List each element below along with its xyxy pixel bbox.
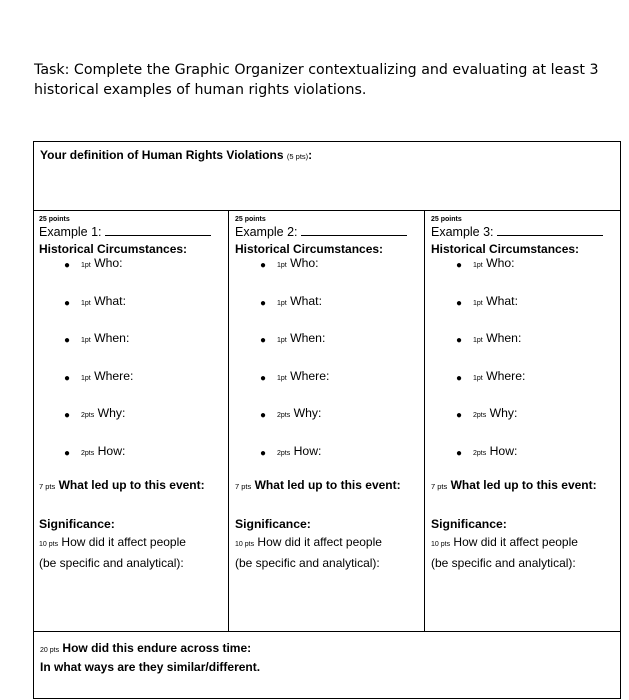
item-points: 2pts	[473, 412, 487, 419]
significance-heading: Significance:	[431, 516, 507, 531]
item-label: How:	[293, 443, 322, 458]
endure-line-2: In what ways are they similar/different.	[40, 660, 261, 674]
list-item	[235, 444, 429, 482]
endure-heading	[40, 640, 260, 676]
example-column-3	[431, 213, 625, 572]
graphic-organizer-table	[33, 141, 621, 699]
historical-circumstances-heading: Historical Circumstances:	[431, 242, 580, 256]
list-item	[431, 294, 625, 332]
list-item	[235, 331, 429, 369]
bullet-icon: ●	[456, 260, 463, 271]
item-points: 1pt	[473, 262, 483, 269]
led-up-label: What led up to this event:	[58, 478, 205, 492]
definition-heading	[40, 148, 312, 162]
bullet-icon: ●	[64, 260, 71, 271]
item-label: Who:	[290, 256, 319, 270]
definition-colon: :	[308, 148, 313, 162]
bullet-icon: ●	[64, 447, 71, 459]
bullet-icon: ●	[64, 335, 71, 346]
example-heading	[235, 224, 429, 239]
bullet-icon: ●	[64, 410, 71, 421]
significance-points: 10 pts	[235, 540, 255, 548]
example-column-2	[235, 213, 429, 572]
list-item	[235, 294, 429, 332]
item-label: How:	[97, 443, 126, 458]
list-item	[39, 331, 233, 369]
item-label: Who:	[486, 256, 515, 270]
item-points: 2pts	[473, 449, 487, 457]
item-points: 1pt	[473, 337, 483, 344]
item-label: When:	[290, 331, 326, 345]
item-label: Why:	[489, 406, 518, 420]
significance-points: 10 pts	[431, 540, 451, 548]
significance-prompt	[39, 533, 233, 572]
bullet-icon: ●	[456, 447, 463, 459]
led-up-points: 7 pts	[39, 482, 56, 491]
example-heading	[431, 224, 625, 239]
definition-label: Your definition of Human Rights Violations	[40, 148, 284, 162]
column-points: 25 points	[235, 216, 266, 223]
item-points: 1pt	[277, 337, 287, 344]
significance-line-2: (be specific and analytical):	[39, 555, 184, 570]
item-points: 1pt	[81, 374, 91, 382]
significance-heading: Significance:	[39, 516, 115, 531]
bullet-icon: ●	[260, 260, 267, 271]
example-label: Example 2:	[235, 225, 298, 239]
row-divider	[34, 631, 620, 632]
item-label: Why:	[97, 406, 126, 420]
item-label: Where:	[290, 368, 330, 383]
list-item	[431, 369, 625, 407]
item-label: When:	[486, 331, 522, 345]
led-up-points: 7 pts	[235, 482, 252, 491]
significance-line-1: How did it affect people	[257, 534, 382, 549]
example-label: Example 3:	[431, 225, 494, 239]
item-points: 2pts	[277, 449, 291, 457]
led-up-label: What led up to this event:	[450, 478, 597, 492]
row-divider	[34, 210, 620, 211]
significance-line-2: (be specific and analytical):	[431, 555, 576, 570]
significance-line-2: (be specific and analytical):	[235, 555, 380, 570]
significance-line-1: How did it affect people	[61, 534, 186, 549]
list-item	[39, 406, 233, 444]
bullet-icon: ●	[64, 372, 71, 384]
item-points: 2pts	[277, 412, 291, 419]
bullet-icon: ●	[456, 372, 463, 384]
list-item	[431, 331, 625, 369]
list-item	[431, 444, 625, 482]
list-item	[235, 406, 429, 444]
list-item	[39, 256, 233, 294]
task-instructions: Task: Complete the Graphic Organizer contextualizing and evaluating at least 3 historical examples of human rights violations.	[34, 62, 599, 98]
bullet-icon: ●	[260, 297, 267, 309]
significance-prompt	[235, 533, 429, 572]
item-label: How:	[489, 443, 518, 458]
item-points: 1pt	[81, 337, 91, 344]
list-item	[235, 369, 429, 407]
example-column-1	[39, 213, 233, 572]
bullet-icon: ●	[456, 335, 463, 346]
significance-prompt	[431, 533, 625, 572]
bullet-icon: ●	[260, 335, 267, 346]
example-blank-line	[301, 224, 407, 236]
item-points: 1pt	[81, 299, 91, 307]
list-item	[431, 406, 625, 444]
historical-circumstances-heading: Historical Circumstances:	[235, 242, 384, 256]
definition-points: (5 pts)	[286, 152, 309, 161]
item-points: 1pt	[473, 299, 483, 307]
bullet-icon: ●	[260, 447, 267, 459]
historical-circumstances-heading: Historical Circumstances:	[39, 242, 188, 256]
significance-points: 10 pts	[39, 540, 59, 548]
led-up-label: What led up to this event:	[254, 478, 401, 492]
endure-line-1: How did this endure across time:	[62, 641, 252, 655]
item-points: 1pt	[277, 262, 287, 269]
item-label: Where:	[486, 368, 526, 383]
item-points: 1pt	[277, 374, 287, 382]
item-label: What:	[486, 293, 518, 308]
list-item	[39, 294, 233, 332]
circumstances-list	[431, 256, 625, 481]
bullet-icon: ●	[260, 372, 267, 384]
item-points: 1pt	[81, 262, 91, 269]
column-points: 25 points	[431, 216, 462, 223]
example-blank-line	[105, 224, 211, 236]
bullet-icon: ●	[64, 297, 71, 309]
item-label: When:	[94, 331, 130, 345]
list-item	[235, 256, 429, 294]
item-points: 2pts	[81, 449, 95, 457]
significance-line-1: How did it affect people	[453, 534, 578, 549]
item-label: What:	[290, 293, 322, 308]
example-label: Example 1:	[39, 225, 102, 239]
circumstances-list	[235, 256, 429, 481]
significance-heading: Significance:	[235, 516, 311, 531]
item-points: 2pts	[81, 412, 95, 419]
item-label: What:	[94, 293, 126, 308]
item-label: Who:	[94, 256, 123, 270]
item-points: 1pt	[473, 374, 483, 382]
bullet-icon: ●	[260, 410, 267, 421]
list-item	[39, 444, 233, 482]
led-up-points: 7 pts	[431, 482, 448, 491]
column-points: 25 points	[39, 216, 70, 223]
circumstances-list	[39, 256, 233, 481]
endure-points: 20 pts	[40, 647, 60, 654]
example-heading	[39, 224, 233, 239]
list-item	[39, 369, 233, 407]
item-label: Where:	[94, 368, 134, 383]
list-item	[431, 256, 625, 294]
item-points: 1pt	[277, 299, 287, 307]
item-label: Why:	[293, 406, 322, 420]
example-blank-line	[497, 224, 603, 236]
bullet-icon: ●	[456, 410, 463, 421]
bullet-icon: ●	[456, 297, 463, 309]
